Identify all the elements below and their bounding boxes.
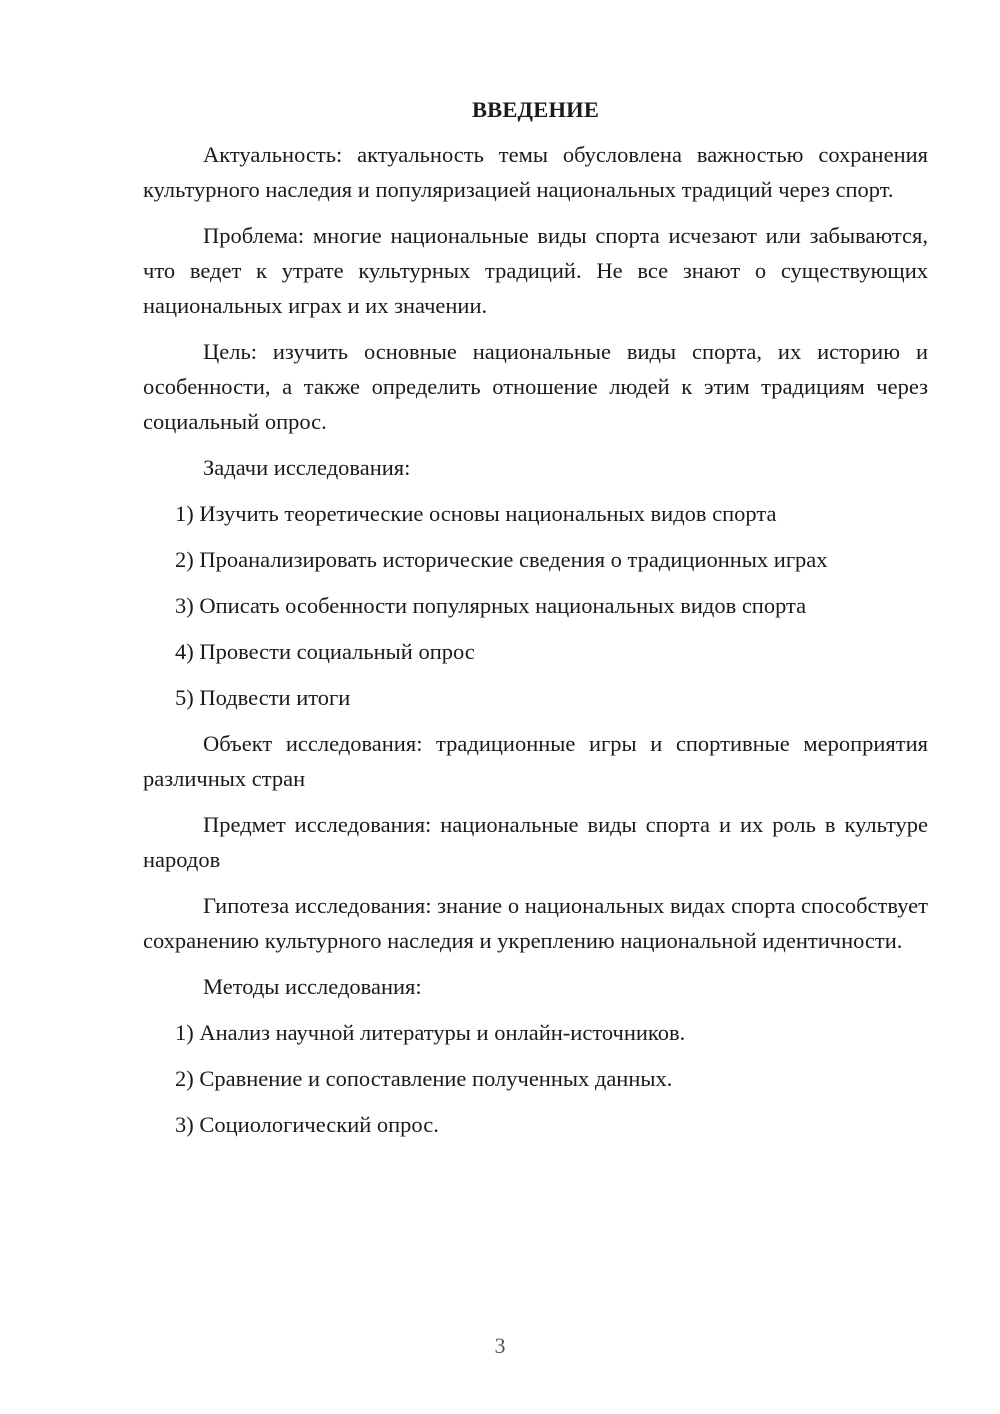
problem-paragraph: Проблема: многие национальные виды спорта исчезают или забываются, что ведет к утрате культурных традиций. Не все знают о существующих национальных играх и их значении. <box>143 223 928 318</box>
page-number: 3 <box>494 1333 506 1358</box>
methods-heading: Методы исследования: <box>203 974 422 999</box>
task-item: 4) Провести социальный опрос <box>175 639 475 664</box>
task-item: 5) Подвести итоги <box>175 685 351 710</box>
page-content <box>143 92 928 1153</box>
tasks-list <box>143 496 928 715</box>
method-item: 1) Анализ научной литературы и онлайн-источников. <box>175 1020 686 1045</box>
goal-paragraph: Цель: изучить основные национальные виды спорта, их историю и особенности, а также определить отношение людей к этим традициям через социальный опрос. <box>143 339 928 434</box>
method-item: 3) Социологический опрос. <box>175 1112 439 1137</box>
task-item: 3) Описать особенности популярных национальных видов спорта <box>175 593 807 618</box>
subject-paragraph: Предмет исследования: национальные виды спорта и их роль в культуре народов <box>143 812 928 872</box>
method-item: 2) Сравнение и сопоставление полученных данных. <box>175 1066 673 1091</box>
hypothesis-paragraph: Гипотеза исследования: знание о национальных видах спорта способствует сохранению культурного наследия и укреплению национальной идентичности. <box>143 893 928 953</box>
section-title: ВВЕДЕНИЕ <box>471 97 600 122</box>
tasks-heading: Задачи исследования: <box>203 455 411 480</box>
task-item: 1) Изучить теоретические основы национальных видов спорта <box>175 501 777 526</box>
object-paragraph: Объект исследования: традиционные игры и спортивные мероприятия различных стран <box>143 731 928 791</box>
task-item: 2) Проанализировать исторические сведения о традиционных играх <box>175 547 828 572</box>
methods-list <box>143 1015 928 1142</box>
relevance-paragraph: Актуальность: актуальность темы обусловлена важностью сохранения культурного наследия и популяризацией национальных традиций через спорт. <box>143 142 928 202</box>
